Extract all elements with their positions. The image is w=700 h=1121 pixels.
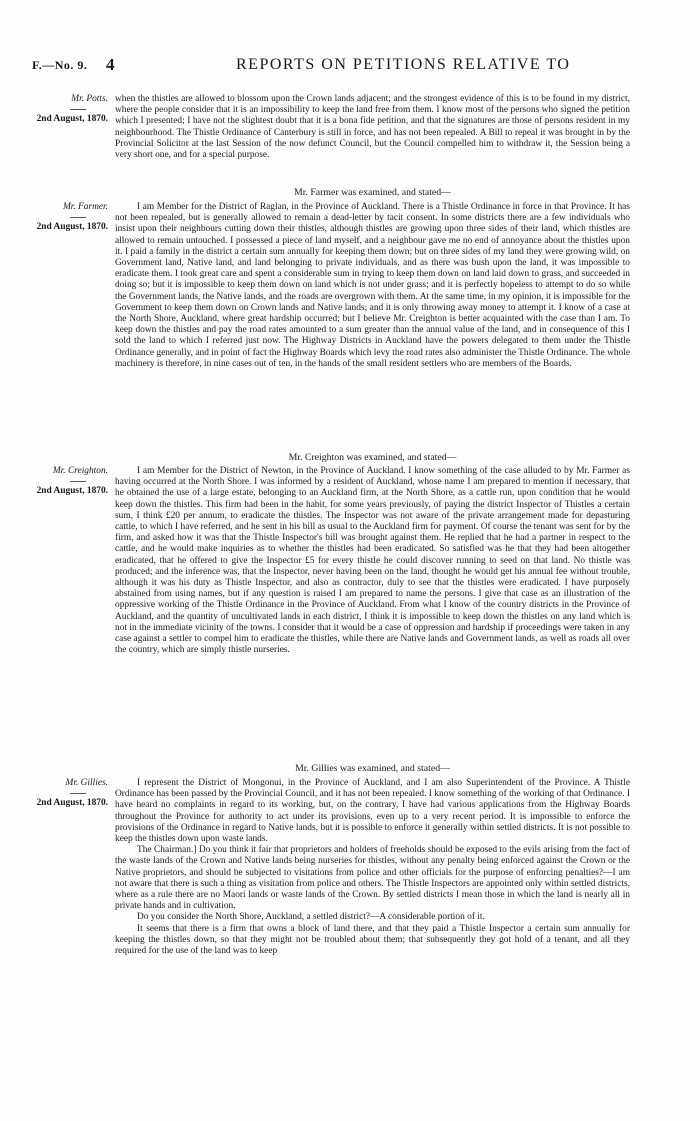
margin-speaker-name: Mr. Potts. [71,94,108,104]
margin-rule [70,217,86,218]
paragraph: when the thistles are allowed to blossom upon the Crown lands adjacent; and the strongest evidence of this is to be found in my district, where the people consider that it is an impossibility to keep the land free from them. I know most of the persons who signed the petition which I presented; I have not the slightest doubt that it is a bona fide petition, and that the signatures are those of persons resident in my neighbourhood. The Thistle Ordinance of Canterbury is still in force, and has not been repealed. A Bill to repeal it was brought in by the Provincial Solicitor at the last Session of the now defunct Council, but the Council compelled him to withdraw it, the Session being a very short one, and for a special purpose. [115,94,630,161]
paragraph-chairman-question: The Chairman.] Do you think it fair that proprietors and holders of freeholds should be exposed to the evils arising from the fact of the waste lands of the Crown and Native lands being nurseries for thistles, without any penalty being enforced against the Crown or the Native proprietors, and should be subjected to visitations from police and other officials for the purpose of enforcing penalties?—I am not aware that there is such a thing as visitation from police and others. The Thistle Inspectors are appointed only within settled districts, where as a rule there are no Maori lands or waste lands of the Crown. By settled districts I mean those in which the land is nearly all in private hands and in cultivation. [115,845,630,912]
margin-speaker-name: Mr. Farmer. [62,202,108,212]
page-number: 4 [106,55,115,74]
page-header [18,55,678,80]
margin-rule [70,109,86,110]
heading-creighton: Mr. Creighton was examined, and stated— [288,452,457,463]
section-farmer-text [115,202,630,370]
margin-note-creighton [20,466,108,498]
margin-date: 2nd August, 1870. [36,798,108,809]
margin-note-potts [20,94,108,126]
paragraph: I am Member for the District of Newton, in the Province of Auckland. I know something of the case alluded to by Mr. Farmer as having occurred at the North Shore. I was informed by a resident of Auckland, whose name I am prepared to mention if necessary, that he obtained the use of a large estate, belonging to an Auckland firm, at the North Shore, as a cattle run, upon condition that he would keep down the thistles. This firm had been in the habit, for some years previously, of paying the district Inspector of Thistles a certain sum, I think £20 per annum, to eradicate the thistles. The Inspector was not aware of the private arrangement made for depasturing cattle, to which I have referred, and he sent in his bill as usual to the Auckland firm for payment. Of course the tenant was sent for by the firm, and asked how it was that the Thistle Inspector's bill was brought against them. He replied that he had a partner in respect to the cattle, and he would make inquiries as to whether the thistles had been eradicated. So satisfied was he that they had been altogether eradicated, that he offered to give the Inspector £5 for every thistle he could discover running to seed on that land. No thistle was produced; and the inference was, that the Inspector, never having been on the land, thought he would get his annual fee without trouble, although it was his duty as Thistle Inspector, and also as contractor, duly to see that the thistles were eradicated. I have purposely abstained from using names, but if any question is raised I am prepared to name the persons. I give that case as an illustration of the oppressive working of the Thistle Ordinance in the Province of Auckland. From what I know of the country districts in the Province of Auckland, and the quantity of uncultivated lands in each district, I think it is impossible to keep down the thistles on any land which is not in the immediate vicinity of the towns. I consider that it would be a case of oppression and hardship if proceedings were taken in any case against a settler to compel him to eradicate the thistles, while there are Native lands and Government lands, as well as roads all over the country, which are simply thistle nurseries. [115,466,630,656]
paper-number: F.—No. 9. [32,58,88,72]
heading-farmer: Mr. Farmer was examined, and stated— [294,187,451,198]
section-potts-text [115,94,630,161]
section-gillies-text [115,778,630,957]
margin-date: 2nd August, 1870. [36,222,108,233]
paragraph: Do you consider the North Shore, Auckland, a settled district?—A considerable portion of it. [137,912,485,923]
margin-speaker-name: Mr. Creighton. [52,466,108,476]
margin-speaker-name: Mr. Gillies. [65,778,108,788]
margin-date: 2nd August, 1870. [36,114,108,125]
margin-date: 2nd August, 1870. [36,486,108,497]
margin-note-gillies [20,778,108,810]
margin-note-farmer [20,202,108,234]
paragraph: It seems that there is a firm that owns a block of land there, and that they paid a Thistle Inspector a certain sum annually for keeping the thistles down, so that they might not be troubled about them; that subsequently they got hold of a tenant, and all they required for the use of the land was to keep [115,923,630,957]
section-creighton-text [115,466,630,656]
margin-rule [70,793,86,794]
paragraph: I am Member for the District of Raglan, in the Province of Auckland. There is a Thistle Ordinance in force in that Province. It has not been repealed, but is generally allowed to remain a dead-letter by tacit consent. In some districts there are a few individuals who insist upon their neighbours cutting down their thistles, although thistles are growing upon three sides of their land, which thistles are allowed to remain untouched. I possessed a piece of land myself, and a neighbour gave me no end of annoyance about the thistles upon it. I paid a family in the district a certain sum annually for keeping them down; but on three sides of my land they were growing wild, on Government land, Native land, and land belonging to private individuals, and as there was bush upon the land, it was impossible to eradicate them. I took great care and spent a considerable sum in trying to keep them down on land laid down to grass, and succeeded in doing so; but it is impossible to keep them down on land which is not under grass; and it is perfectly hopeless to attempt to do so while the Government lands, the Native lands, and the roads are overgrown with them. At the same time, in my opinion, it is impossible for the Government to keep them down on Crown lands and Native lands; and it is only throwing away money to attempt it. I know of a case at the North Shore, Auckland, where great hardship occurred; but I believe Mr. Creighton is better acquainted with the case than I am. To keep down the thistles and pay the road rates amounted to a sum greater than the annual value of the land, and in consequence of this I sold the land to which I referred just now. The Highway Districts in Auckland have the powers delegated to them under the Thistle Ordinance generally, and in point of fact the Highway Boards which levy the road rates also administer the Thistle Ordinance. The whole machinery is therefore, in nine cases out of ten, in the hands of the small resident settlers who are members of the Boards. [115,202,630,369]
running-title: REPORTS ON PETITIONS RELATIVE TO [236,56,571,73]
margin-rule [70,481,86,482]
paragraph: I represent the District of Mongonui, in the Province of Auckland, and I am also Superintendent of the Province. A Thistle Ordinance has been passed by the Provincial Council, and it has not been repealed. I know something of the working of that Ordinance. I have heard no complaints in regard to its working, but, on the contrary, I have had various applications from the Highway Boards throughout the Province for authority to act under its provisions, even up to a very recent period. It is impossible to enforce the provisions of the Ordinance in regard to Native lands, but it is possible to enforce it generally within settled districts. It is not possible to keep the thistles down upon waste lands. [115,778,630,845]
heading-gillies: Mr. Gillies was examined, and stated— [295,763,450,774]
